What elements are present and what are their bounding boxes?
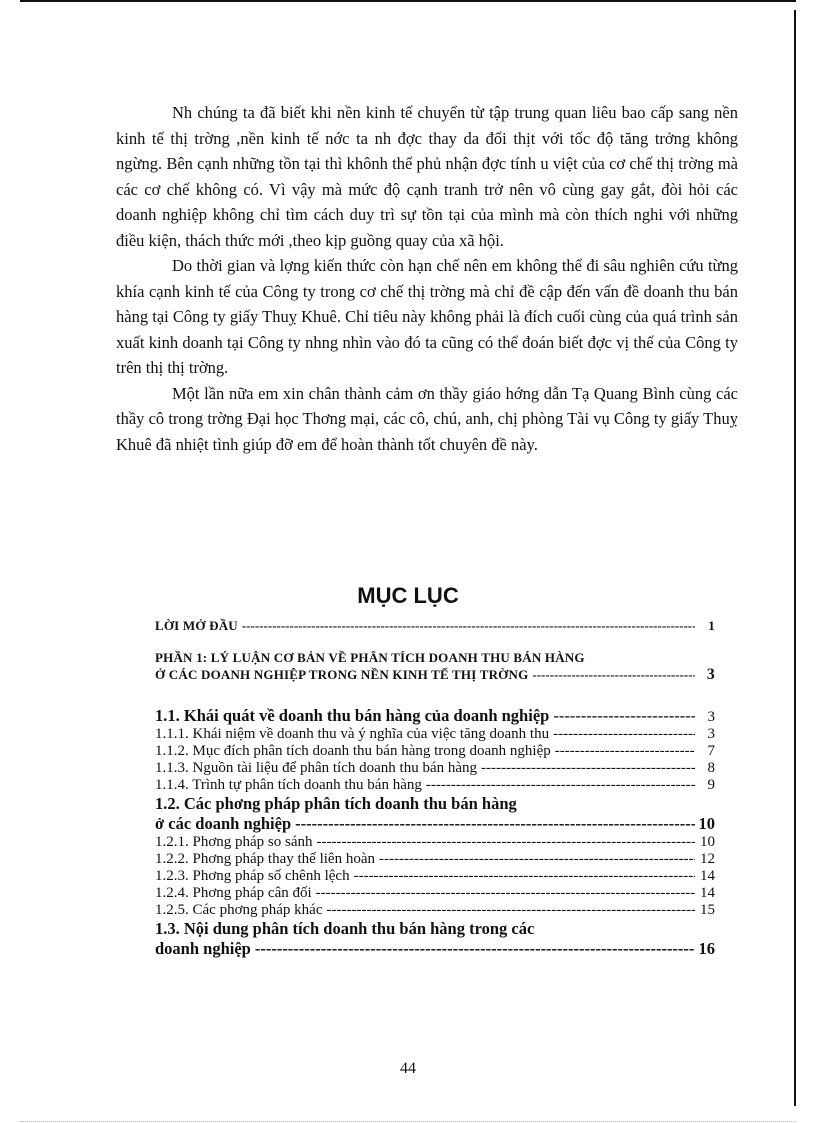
toc-page: 14 — [700, 885, 715, 901]
toc-page: 1 — [708, 618, 715, 633]
table-of-contents — [155, 614, 715, 959]
toc-entry-text: 1.2.4. Phơng pháp cân đối — [155, 885, 312, 901]
toc-entry-intro[interactable] — [155, 618, 715, 634]
toc-page: 10 — [698, 814, 715, 833]
toc-entry-1-2-3[interactable] — [155, 868, 715, 885]
toc-entry-text: 1.1.4. Trình tự phân tích doanh thu bán hàng — [155, 777, 422, 793]
leader-dots — [481, 760, 695, 777]
leader-dots — [316, 885, 695, 902]
intro-text — [116, 100, 738, 457]
leader-dots — [532, 667, 695, 683]
toc-page: 9 — [707, 777, 715, 793]
toc-entry-text: 1.1.1. Khái niệm về doanh thu và ý nghĩa của việc tăng doanh thu — [155, 726, 550, 742]
leader-dots — [379, 851, 695, 868]
toc-entry-1-2[interactable] — [155, 814, 715, 834]
leader-dots — [242, 618, 695, 634]
paragraph-1: Nh chúng ta đã biết khi nền kinh tế chuyển từ tập trung quan liêu bao cấp sang nền kinh tế thị trờng ,nền kinh tế nớc ta nh đợc thay da đổi thịt với tốc độ tăng trởng không ngừng. Bên cạnh những tồn tại thì khônh thể phủ nhận đợc tính u việt của cơ chế thị trờng mà các cơ chế không có. Vì vậy mà mức độ cạnh tranh trở nên vô cùng gay gắt, đòi hỏi các doanh nghiệp không chỉ tìm cách duy trì sự tồn tại của mình mà còn thích nghi với những điều kiện, thách thức mới ,theo kịp guồng quay của xã hội. — [116, 103, 738, 250]
leader-dots — [354, 868, 695, 885]
toc-page: 12 — [700, 851, 715, 867]
leader-dots — [426, 777, 695, 794]
page-border-top — [20, 0, 796, 2]
paragraph-3: Một lần nữa em xin chân thành cảm ơn thầy giáo hớng dẫn Tạ Quang Bình cùng các thầy cô trong trờng Đại học Thơng mại, các cô, chú, anh, chị phòng Tài vụ Công ty giấy Thuỵ Khuê đã nhiệt tình giúp đỡ em để hoàn thành tốt chuyên đề này. — [116, 383, 738, 454]
toc-entry-text: Ở CÁC DOANH NGHIỆP TRONG NỀN KINH TẾ THỊ TRỜNG — [155, 667, 529, 682]
toc-page: 7 — [707, 743, 715, 759]
toc-entry-1-2-5[interactable] — [155, 902, 715, 919]
toc-entry-1-1-2[interactable] — [155, 743, 715, 760]
toc-entry-text: 1.2.3. Phơng pháp số chênh lệch — [155, 868, 350, 884]
toc-entry-1-1[interactable] — [155, 706, 715, 726]
leader-dots — [553, 706, 695, 726]
paragraph-2: Do thời gian và lợng kiến thức còn hạn chế nên em không thể đi sâu nghiên cứu từng khía cạnh kinh tế của Công ty trong cơ chế thị trờng mà chỉ đề cập đến vấn đề doanh thu bán hàng tại Công ty giấy Thuỵ Khuê. Chỉ tiêu này không phải là đích cuối cùng của quá trình sản xuất kinh doanh tại Công ty nhng nhìn vào đó ta cũng có thể đoán biết đợc vị thế của Công ty trên thị thị trờng. — [116, 256, 738, 377]
toc-entry-1-1-1[interactable] — [155, 726, 715, 743]
toc-page: 3 — [707, 726, 715, 742]
leader-dots — [295, 814, 694, 834]
toc-entry-1-3[interactable] — [155, 939, 715, 959]
leader-dots — [555, 743, 695, 760]
toc-page: 14 — [700, 868, 715, 884]
toc-entry-text: 1.1.2. Mục đích phân tích doanh thu bán hàng trong doanh nghiệp — [155, 743, 551, 759]
page-number: 44 — [400, 1060, 416, 1077]
toc-page: 3 — [706, 666, 715, 683]
toc-page: 8 — [707, 760, 715, 776]
toc-page: 10 — [700, 834, 715, 850]
leader-dots — [317, 834, 695, 851]
toc-entry-1-1-3[interactable] — [155, 760, 715, 777]
toc-entry-text: doanh nghiệp — [155, 939, 251, 958]
toc-entry-1-2-4[interactable] — [155, 885, 715, 902]
toc-page: 15 — [700, 902, 715, 918]
toc-entry-text: LỜI MỞ ĐẦU — [155, 618, 238, 633]
toc-entry-part1[interactable] — [155, 666, 715, 684]
toc-page: 16 — [698, 939, 715, 958]
toc-title: MỤC LỤC — [357, 583, 459, 608]
toc-entry-text: 1.2.5. Các phơng pháp khác — [155, 902, 323, 918]
page-border-bottom — [20, 1121, 796, 1122]
leader-dots — [255, 939, 695, 959]
toc-entry-1-2-1[interactable] — [155, 834, 715, 851]
toc-entry-text: 1.2.2. Phơng pháp thay thế liên hoàn — [155, 851, 375, 867]
toc-entry-1-2-2[interactable] — [155, 851, 715, 868]
toc-page: 3 — [707, 709, 715, 725]
toc-1-2-line1[interactable]: 1.2. Các phơng pháp phân tích doanh thu bán hàng — [155, 794, 517, 813]
leader-dots — [553, 726, 695, 743]
toc-entry-1-1-4[interactable] — [155, 777, 715, 794]
toc-entry-text: 1.1. Khái quát về doanh thu bán hàng của doanh nghiệp — [155, 706, 550, 725]
toc-entry-text: 1.2.1. Phơng pháp so sánh — [155, 834, 313, 850]
toc-entry-text: 1.1.3. Nguồn tài liệu để phân tích doanh thu bán hàng — [155, 760, 478, 776]
toc-1-3-line1[interactable]: 1.3. Nội dung phân tích doanh thu bán hàng trong các — [155, 919, 535, 938]
toc-part1-line1[interactable]: PHẦN 1: LÝ LUẬN CƠ BẢN VỀ PHÂN TÍCH DOANH THU BÁN HÀNG — [155, 650, 585, 665]
leader-dots — [326, 902, 695, 919]
toc-entry-text: ở các doanh nghiệp — [155, 814, 292, 833]
